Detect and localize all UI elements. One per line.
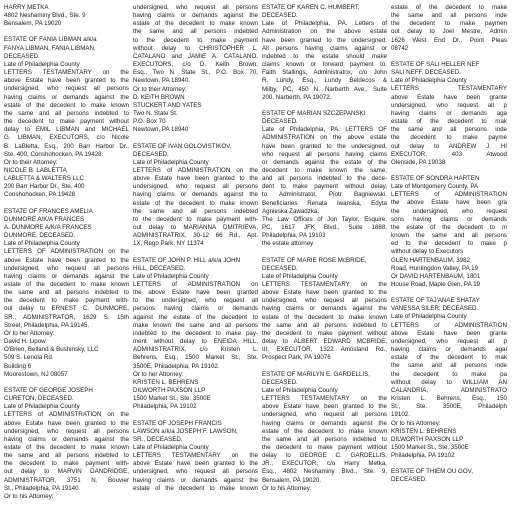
notice-line: 1500 Market St., Ste. 3500E <box>133 395 211 403</box>
notice-line: NICOLE B. LABLETTA <box>4 166 67 174</box>
notice-line: HILL, DECEASED. <box>133 264 186 272</box>
notice-line: Two N. State St. <box>133 110 178 118</box>
notice-line: undersigned, who request all persons <box>133 183 258 191</box>
notice-line: GLEN HARTENBAUM, 3982 <box>391 256 470 264</box>
notice-line: Prospect Park, PA 19076 <box>262 354 331 362</box>
notice-line: known the same and all persons <box>391 232 507 240</box>
notice-line: All persons having claims against or <box>262 44 387 52</box>
notice-line: LETTERS TESTAMENTARY on the <box>4 69 129 77</box>
notice-line: LETTERS of ADMINISTRATION <box>391 321 507 329</box>
notice-line: LETTERS OF ADMINISTRATION on the <box>4 248 129 256</box>
notice-line: the decedent to make payme <box>391 134 507 142</box>
notice-line: having claims or demands against the <box>133 191 258 199</box>
notice-line: dent to make payment without delay, <box>262 183 387 191</box>
estate-notice <box>4 4 129 28</box>
notice-line: LETTERS of ADMINISTRATION on the <box>4 411 129 419</box>
notice-line: CURETON, DECEASED. <box>4 395 74 403</box>
notice-line: LAWSON a/k/a JOSEPH F. LAWSON, <box>133 427 238 435</box>
notice-line: Philadelphia, PA 19102 <box>391 452 455 460</box>
notice-line: House Road, Maple Glen, PA 19 <box>391 281 480 288</box>
notice-line: B. LaBletta, Esq., 200 Barr Harbor Dr., <box>4 142 129 150</box>
notice-line: estate of the decedent to make known <box>4 443 129 451</box>
notice-line: the decedent to make payment with- <box>4 460 129 468</box>
notice-line: claims known or forward payment to. <box>262 61 387 69</box>
notice-line: A. DUNMORE A/K/A FRANCES <box>4 223 92 231</box>
notice-line: undersigned, who request all persons <box>4 85 129 93</box>
notice-line: above Estate have been granted to the <box>4 419 129 427</box>
notice-line: ESTATE OF JOSEPH FRANCIS <box>133 419 222 427</box>
notice-line: Late of Philadelphia County <box>4 240 80 248</box>
notice-line: having claims or demands against the <box>133 476 258 484</box>
notice-line: sons having claims or demands <box>391 215 507 223</box>
notice-line: having claims or demands agai <box>391 346 507 354</box>
notice-line: ADMINISTRATRIX, 30-12 66 Rd., Apt. <box>133 232 258 240</box>
notice-line: indebted to the decedent to make pay- <box>133 329 258 337</box>
notice-line: above Estate have been granted to the <box>4 256 129 264</box>
notice-line: DECEASED. <box>262 12 298 20</box>
notice-line: LETTERS TESTAMENTARY on the <box>133 452 258 460</box>
estate-notice <box>4 208 129 379</box>
notice-line: PC, 1617 JFK Blvd., Suite 1888, <box>262 224 387 232</box>
notice-line: or demands against the estate of the <box>262 158 387 166</box>
notice-line: estate of the decedent to make known <box>133 199 258 207</box>
notice-line: DECEASED. <box>262 378 298 386</box>
notice-line: HARRY METKA <box>4 4 49 11</box>
notice-line: the same and all persons inde <box>391 126 507 134</box>
notice-line: estate of the decedent to make known <box>133 20 258 28</box>
notice-line: ESTATE OF TAJ'ANAE SHATAY <box>391 297 480 305</box>
notice-column <box>133 4 262 512</box>
notice-line: DECEASED. <box>262 118 298 126</box>
estate-notice <box>262 110 387 249</box>
notice-line: D. KEITH BROWN <box>133 93 185 101</box>
notice-line: Newtown, PA 18940. <box>133 77 190 85</box>
notice-line: DECEASED. <box>391 476 427 484</box>
notice-line: ment without delay to ENEIDA HILL, <box>133 338 258 346</box>
notice-line: 1500 Market St., Ste. 3500E <box>391 443 469 451</box>
notice-line: VANESSA SILER, DECEASED. <box>391 305 479 313</box>
notice-line: out delay to ERNEST C. DUNMORE, <box>4 305 129 313</box>
notice-line: Administration on the above estate <box>262 28 387 36</box>
notice-line: DILWORTH PAXSON LLP <box>133 387 206 395</box>
notice-line: indebted to the estate should make <box>262 52 387 60</box>
notice-line: Or to her Attorney: <box>133 370 184 378</box>
notice-line: the decedent to make payment without <box>262 329 387 337</box>
notice-line: FANYA LIBMAN, FANIA LIBMAN, <box>4 44 96 52</box>
notice-line: DECEASED. <box>133 150 169 158</box>
notice-line: have been granted to the undersigned, <box>262 142 387 150</box>
notice-line: DECEASED. <box>262 264 298 272</box>
notice-line: Late of Philadelphia, PA. LETTERS OF <box>262 126 387 134</box>
notice-line: DUNMORE A/K/A FRANCES <box>4 215 85 223</box>
notice-line: ESTATE OF KAREN C. HUMBERT, <box>262 4 360 11</box>
estate-notice <box>262 257 387 363</box>
notice-line: without delay to Executors <box>391 248 464 256</box>
notice-line: the undersigned, who request <box>391 207 507 215</box>
notice-line: SR., ADMINISTRATOR, 1629 S. 15th <box>4 313 129 321</box>
notice-line: Esq., 4802 Neshaminy Blvd., Ste. 9, <box>262 468 387 476</box>
notice-line: estate of the decedent to make known <box>262 427 387 435</box>
estate-notice <box>4 387 129 501</box>
notice-line: estate of the decedent to make <box>391 4 507 11</box>
notice-line: Or to her Attorney: <box>4 329 55 337</box>
notice-line: ed to the decedent to make p <box>391 240 507 248</box>
notice-line: DILWORTH PAXSON LLP <box>391 435 464 443</box>
notice-line: St., Philadelphia, PA 19140. <box>4 484 81 492</box>
notice-line: 1626 West End Dr., Point Pleas <box>391 36 507 44</box>
notice-line: Bensalem, PA 19020 <box>4 20 62 28</box>
notice-line: 3500E, Philadelphia, PA 19102. <box>133 362 220 370</box>
notice-line: CALANDRIA, ADMINISTRATO <box>391 386 507 394</box>
notice-line: ADMINISTRATOR, 3751 N. Bouvier <box>4 476 129 484</box>
estate-notice <box>133 4 258 135</box>
notice-line: Glenside, PA 19038 <box>391 158 446 166</box>
notice-line: 200, Narberth, PA 19072. <box>262 93 332 101</box>
notice-line: SALI NEFF, DECEASED. <box>391 69 461 77</box>
notice-line: Or to their Attorney: <box>133 85 187 93</box>
notice-line: the estate of the decedent to m <box>391 223 507 231</box>
notice-line: R. Lundy, Esq., Lundy Beldecos & <box>262 77 387 85</box>
notice-line: having claims or demands against the <box>4 93 129 101</box>
notice-line: P.O. Box 70 <box>133 118 166 126</box>
notice-line: ESTATE OF SONDRA HARTEN <box>391 174 480 182</box>
notice-line: Or to their Attorney: <box>4 158 58 166</box>
notice-line: Moorestown, NJ 08057 <box>4 370 68 378</box>
notice-line: the same and all persons indebted to <box>4 289 129 297</box>
notice-line: ADMINISTRATION on the above estate <box>262 134 387 142</box>
notice-line: The Law Offices of Jon Taylor, Esquire, <box>262 215 387 223</box>
estate-notice <box>262 4 387 102</box>
notice-line: delay to ALBERT EDWARD MCBRIDE, <box>262 338 387 346</box>
notice-line: undersigned, who request all persons <box>4 427 129 435</box>
notice-line: David H. Lipow <box>4 338 46 346</box>
notice-line: undersigned, who request all persons <box>262 411 387 419</box>
notice-line: out delay to ANDREW J. HI <box>391 142 507 150</box>
notice-line: the same and all persons indebted <box>133 28 258 36</box>
notice-line: persons having claims or demands <box>133 305 258 313</box>
notice-line: the decedent to make paymen <box>391 20 507 28</box>
notice-line: Late of Montgomery County, PA <box>391 183 479 191</box>
notice-line: the same and all persons indebted to <box>262 321 387 329</box>
notice-line: 1X, Rego Park, NY 11374 <box>133 240 204 248</box>
notice-line: having claims or demands against the <box>262 419 387 427</box>
notice-column <box>4 4 133 512</box>
notice-line: above Estate have been granted to the <box>262 289 387 297</box>
notice-line: Behrens, Esq., 1500 Market St., Ste. <box>133 354 258 362</box>
notice-line: III, EXECUTOR, 1322 Amosland Rd., <box>262 346 387 354</box>
notice-line: to the decedent to make payment <box>133 36 258 44</box>
notice-line: Milby, PC, 450 N. Narberth Ave., Suite <box>262 85 387 93</box>
notice-line: Late of Philadelphia County <box>262 386 338 394</box>
notice-line: out delay to MARVIN DANDRIDGE, <box>4 468 129 476</box>
notice-line: ESTATE OF FANIA LIBMAN a/k/a <box>4 36 97 44</box>
notice-line: Late of Philadelphia County <box>4 60 80 68</box>
estate-notice <box>391 175 507 289</box>
notice-line: having claims or demands against the <box>4 435 129 443</box>
notice-line: SR., DECEASED. <box>133 435 183 443</box>
estate-notice <box>133 420 258 493</box>
notice-line: estate of the decedent to make known <box>4 281 129 288</box>
estate-notice <box>391 468 507 484</box>
notice-line: Road, Huntingdon Valley, PA 19 <box>391 264 479 272</box>
notice-line: above Estate have been granted to the <box>133 460 258 468</box>
notice-line: the same and all persons indebted <box>133 207 258 215</box>
notice-line: Late of Philadelphia County <box>4 403 80 411</box>
notice-line: undersigned, who request all p <box>391 101 507 109</box>
notice-line: LETTERS of ADMINISTRATION <box>391 191 507 199</box>
notice-line: having claims or demands against the <box>4 272 129 280</box>
notice-line: ADMINISTRATRIX, c/o Kristen L. <box>133 346 258 354</box>
notice-line: Or to his Attorney: <box>4 492 54 500</box>
notice-line: CATALANO and JAMIE A. CATALANO, <box>133 52 258 60</box>
notice-line: Late of Philadelphia County <box>262 272 338 280</box>
notice-line: DECEASED. <box>4 52 40 60</box>
notice-line: the same and all persons inde <box>391 362 507 370</box>
notice-line: the decedent to make payment without <box>4 118 129 126</box>
notice-line: LABLETTA & WALTERS LLC <box>4 175 85 183</box>
estate-notice <box>4 36 129 199</box>
notice-line: delay to EMIL LIBMAN and MICHAEL <box>4 126 129 134</box>
notice-line: have been granted to the undersigned. <box>262 36 387 44</box>
notice-line: Philadelphia, PA 19103 <box>262 232 326 240</box>
notice-line: without delay to WILLIAM AN <box>391 378 507 386</box>
notice-line: Or DAVID HARTENBAUM, 1801 <box>391 272 481 280</box>
notice-line: Late of Philadelphia County <box>133 272 209 280</box>
notice-column <box>391 4 511 512</box>
notice-line: St., Ste. 3500E, Philadelph <box>391 403 507 411</box>
estate-notice <box>133 143 258 249</box>
notice-line: above Estate have been grante <box>391 93 507 101</box>
estate-notice <box>391 61 507 167</box>
notice-line: Late of Philadelphia County <box>391 313 467 321</box>
notice-line: the same and all persons indebted to <box>4 452 129 460</box>
notice-line: estate of the decedent to mak <box>391 354 507 362</box>
notice-line: Late of Philadelphia County <box>133 158 209 166</box>
notice-line: Late of Philadelphia, PA. Letters of <box>262 20 387 28</box>
notice-line: the same and all persons indebted to <box>4 109 129 117</box>
notice-line: ESTATE OF GEORGE JOSEPH <box>4 386 93 394</box>
notice-line: who request all persons having claims <box>262 150 387 158</box>
notice-line: EXECUTOR, 403 Atwood <box>391 150 507 158</box>
notice-line: Or to his Attorney: <box>262 484 312 492</box>
notice-line: the same and all persons inde <box>391 12 507 20</box>
notice-line: Faith Stallings, Administratrix, c/o John <box>262 69 387 77</box>
notice-line: without delay to CHRISTOPHER L. <box>133 44 258 52</box>
notice-line: ESTATE OF JOHN P. HILL a/k/a JOHN <box>133 256 241 264</box>
notice-line: EXECUTORS, c/o D. Keith Brown, <box>133 61 258 69</box>
notice-line: G. LIBMAN, EXECUTORS, c/o Nicole <box>4 134 129 142</box>
notice-line: Newtown, PA 18940 <box>133 126 189 134</box>
notice-line: make known the same and all persons <box>133 321 258 329</box>
estate-notice <box>133 257 258 412</box>
notice-line: the estate attorney <box>262 240 314 248</box>
notice-line: KRISTEN L. BEHRENS <box>391 427 457 435</box>
notice-line: JR., EXECUTOR, c/o Harry Metka, <box>262 460 387 468</box>
estate-notice <box>391 4 507 53</box>
notice-line: the decedent to make payment without <box>262 443 387 451</box>
notice-line: above Estate have been grante <box>391 329 507 337</box>
notice-line: Late of Philadelphia County <box>391 77 467 85</box>
notice-line: Conshohocken, PA 19428 <box>4 191 76 199</box>
notice-line: the same and all persons indebted to <box>262 435 387 443</box>
notice-line: against the estate of the decedent to <box>133 313 258 321</box>
notice-line: out delay to MARIANNA DMITRIEVA, <box>133 224 258 232</box>
notice-line: ESTATE OF SALI HELLER NEF <box>391 60 480 68</box>
notice-line: LETTERS of ADMINISTRATION on <box>133 281 258 288</box>
notice-line: to Administrator, Piotr Bagniewski. <box>262 191 387 199</box>
notice-line: Agnieska Zawadzka. <box>262 207 320 215</box>
notice-line: LETTERS TESTAMENTARY <box>391 85 507 93</box>
notice-line: to the decedent to make payment with- <box>133 215 258 223</box>
notice-line: having claims or demands against the <box>262 305 387 313</box>
notice-line: Or to his Attorney: <box>391 419 441 427</box>
notice-line: estate of the decedent to make known <box>133 484 258 492</box>
notice-line: the above Estate have been gra <box>391 199 507 207</box>
notice-line: having claims or demands aga <box>391 109 507 117</box>
notice-line: Street, Philadelphia, PA 19145. <box>4 321 90 329</box>
notice-line: O'Brien, Belland & Bushinsky, LLC <box>4 346 99 354</box>
estate-notice <box>391 297 507 460</box>
notice-line: Building 6 <box>4 362 32 370</box>
notice-line: Beneficiaries Renata Iwanska, Edyta <box>262 199 387 207</box>
notice-column <box>262 4 391 512</box>
notice-line: the above Estate have been granted <box>133 289 258 297</box>
notice-line: out delay to Joel Mestre, Admin <box>391 28 507 36</box>
notice-line: estate of the decedent to make known <box>262 313 387 321</box>
notice-line: Late of Philadelphia County <box>133 443 209 451</box>
notice-line: LETTERS TESTAMENTARY on the <box>262 395 387 403</box>
notice-line: LETTERS TESTAMENTARY on the <box>262 281 387 288</box>
notice-line: to the undersigned, who request all <box>133 297 258 305</box>
notice-line: ESTATE OF MARIE ROSE McBRIDE, <box>262 256 367 264</box>
notice-line: Kristen L. Behrens, Esq., 150 <box>391 395 507 403</box>
notice-line: 509 S. Lenola Rd. <box>4 354 54 362</box>
notice-line: LETTERS of ADMINISTRATION on the <box>133 166 258 174</box>
notice-line: 4802 Neshaminy Blvd., Ste. 9 <box>4 12 86 20</box>
notice-line: 200 Barr Harbor Dr., Ste. 400 <box>4 183 85 191</box>
notice-line: undersigned, who request all persons <box>133 468 258 476</box>
notice-line: delay to GEORGE C. GARDELLIS, <box>262 452 387 460</box>
notice-line: decedent to make known the same, <box>262 166 387 174</box>
notice-line: 08742 <box>391 44 409 52</box>
notice-line: having claims or demands against the <box>133 12 258 20</box>
notice-line: DUNMORE, DECEASED. <box>4 232 76 240</box>
notice-line: estate of the decedent to make known <box>4 101 129 109</box>
notice-line: ESTATE OF IVAN GOLOVISTIKOV, <box>133 142 232 150</box>
notice-line: 19102. <box>391 411 410 419</box>
notice-line: above Estate have been granted to the <box>133 175 258 183</box>
notice-line: Philadelphia, PA 19102 <box>133 403 197 411</box>
notice-line: undersigned, who request all persons <box>4 264 129 272</box>
notice-line: KRISTEN L. BEHRENS <box>133 378 199 386</box>
notice-line: the decedent to make payment with- <box>4 297 129 305</box>
notice-line: Ste. 400, Conshohocken, PA 19428. <box>4 150 104 158</box>
notice-line: Bensalem, PA 19020. <box>262 476 322 484</box>
estate-notice <box>262 371 387 493</box>
notice-line: undersigned, who request all p <box>391 337 507 345</box>
notice-line: undersigned, who request all persons <box>133 4 258 11</box>
notice-line: ESTATE OF FRANCES AMELIA <box>4 207 93 215</box>
notice-line: estate of the decedent to mak <box>391 118 507 126</box>
notice-line: undersigned, who request all persons <box>262 297 387 305</box>
notice-line: ESTATE OF MARILYN E. GARDELLIS, <box>262 370 370 378</box>
notice-line: ESTATE OF MARIAN SZCZEPANSKI <box>262 109 366 117</box>
notice-line: and all persons indebted to the dece- <box>262 175 387 183</box>
notice-line: above Estate have been granted to the <box>4 77 129 85</box>
notice-line: above Estate have been granted to the <box>262 403 387 411</box>
notice-line: ESTATE OF THIEM OU GOV, <box>391 468 473 476</box>
notice-line: STUCKERT AND YATES <box>133 101 202 109</box>
notice-line: Esq., Two N. State St., P.O. Box 70, <box>133 69 258 77</box>
notice-line: the decedent to make pa <box>391 370 507 378</box>
